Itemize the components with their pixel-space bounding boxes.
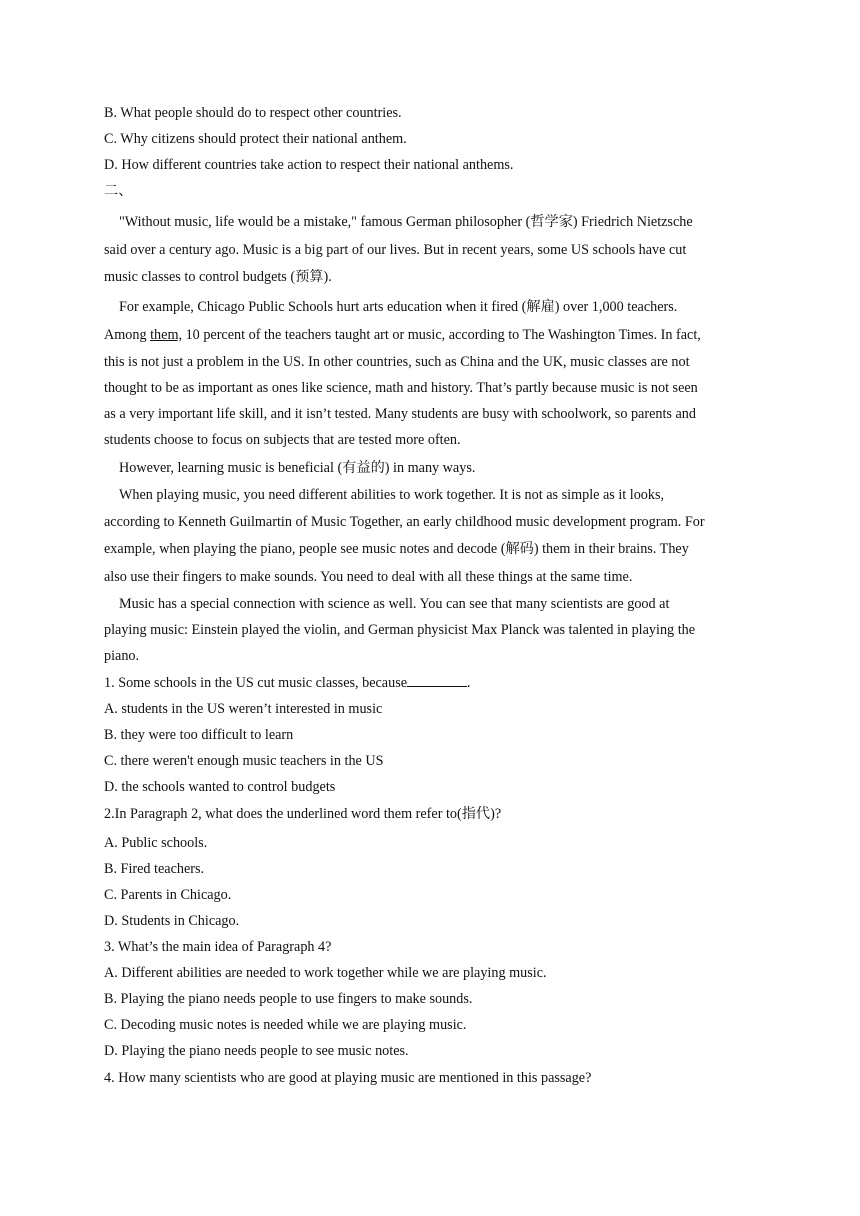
question-1-option: B. they were too difficult to learn: [104, 727, 294, 743]
paragraph-2-line: [104, 326, 701, 344]
question-3-stem: 3. What’s the main idea of Paragraph 4?: [104, 939, 332, 955]
question-1-option: D. the schools wanted to control budgets: [104, 779, 336, 795]
question-2-option: C. Parents in Chicago.: [104, 887, 232, 903]
paragraph-5-line: Music has a special connection with science as well. You can see that many scientists are good at: [119, 596, 670, 612]
text-fragment: Among: [104, 327, 151, 343]
paragraph-4-line: according to Kenneth Guilmartin of Music Together, an early childhood music development program. For: [104, 514, 705, 530]
paragraph-4-line: also use their fingers to make sounds. You need to deal with all these things at the same time.: [104, 569, 633, 585]
prev-option-d: D. How different countries take action to respect their national anthems.: [104, 157, 514, 173]
paragraph-2-line: this is not just a problem in the US. In other countries, such as China and the UK, music classes are not: [104, 354, 690, 370]
question-1-option: C. there weren't enough music teachers in the US: [104, 753, 384, 769]
prev-option-b: B. What people should do to respect other countries.: [104, 105, 402, 121]
prev-option-c: C. Why citizens should protect their national anthem.: [104, 131, 407, 147]
underlined-word-them: them,: [150, 327, 183, 343]
question-2-option: D. Students in Chicago.: [104, 913, 240, 929]
question-1-option: A. students in the US weren’t interested in music: [104, 701, 383, 717]
paragraph-5-line: playing music: Einstein played the violin, and German physicist Max Planck was talented in playing the: [104, 622, 696, 638]
paragraph-1-line: music classes to control budgets (预算).: [104, 269, 332, 285]
paragraph-3: However, learning music is beneficial (有益的) in many ways.: [119, 460, 476, 476]
paragraph-1-line: "Without music, life would be a mistake," famous German philosopher (哲学家) Friedrich Nietzsche: [119, 214, 693, 230]
question-1-stem: [104, 674, 471, 692]
question-2-option: B. Fired teachers.: [104, 861, 205, 877]
paragraph-2-line: students choose to focus on subjects that are tested more often.: [104, 432, 461, 448]
paragraph-4-line: When playing music, you need different abilities to work together. It is not as simple as it looks,: [119, 487, 665, 503]
paragraph-5-line: piano.: [104, 648, 140, 664]
question-3-option: C. Decoding music notes is needed while we are playing music.: [104, 1017, 467, 1033]
question-3-option: B. Playing the piano needs people to use fingers to make sounds.: [104, 991, 473, 1007]
question-2-option: A. Public schools.: [104, 835, 208, 851]
paragraph-1-line: said over a century ago. Music is a big part of our lives. But in recent years, some US schools have cut: [104, 242, 687, 258]
question-4-stem: 4. How many scientists who are good at playing music are mentioned in this passage?: [104, 1070, 592, 1086]
question-3-option: D. Playing the piano needs people to see music notes.: [104, 1043, 409, 1059]
question-3-option: A. Different abilities are needed to work together while we are playing music.: [104, 965, 547, 981]
paragraph-4-line: example, when playing the piano, people see music notes and decode (解码) them in their brains. They: [104, 541, 689, 557]
section-label: 二、: [104, 183, 133, 199]
question-text: .: [467, 675, 471, 691]
answer-blank: [407, 674, 467, 687]
text-fragment: 10 percent of the teachers taught art or music, according to The Washington Times. In fact,: [182, 327, 701, 343]
question-text: 1. Some schools in the US cut music classes, because: [104, 675, 408, 691]
paragraph-2-line: For example, Chicago Public Schools hurt arts education when it fired (解雇) over 1,000 teachers.: [119, 299, 678, 315]
question-2-stem: 2.In Paragraph 2, what does the underlined word them refer to(指代)?: [104, 806, 502, 822]
paragraph-2-line: as a very important life skill, and it isn’t tested. Many students are busy with schoolwork, so parents and: [104, 406, 696, 422]
paragraph-2-line: thought to be as important as ones like science, math and history. That’s partly because music is not seen: [104, 380, 698, 396]
